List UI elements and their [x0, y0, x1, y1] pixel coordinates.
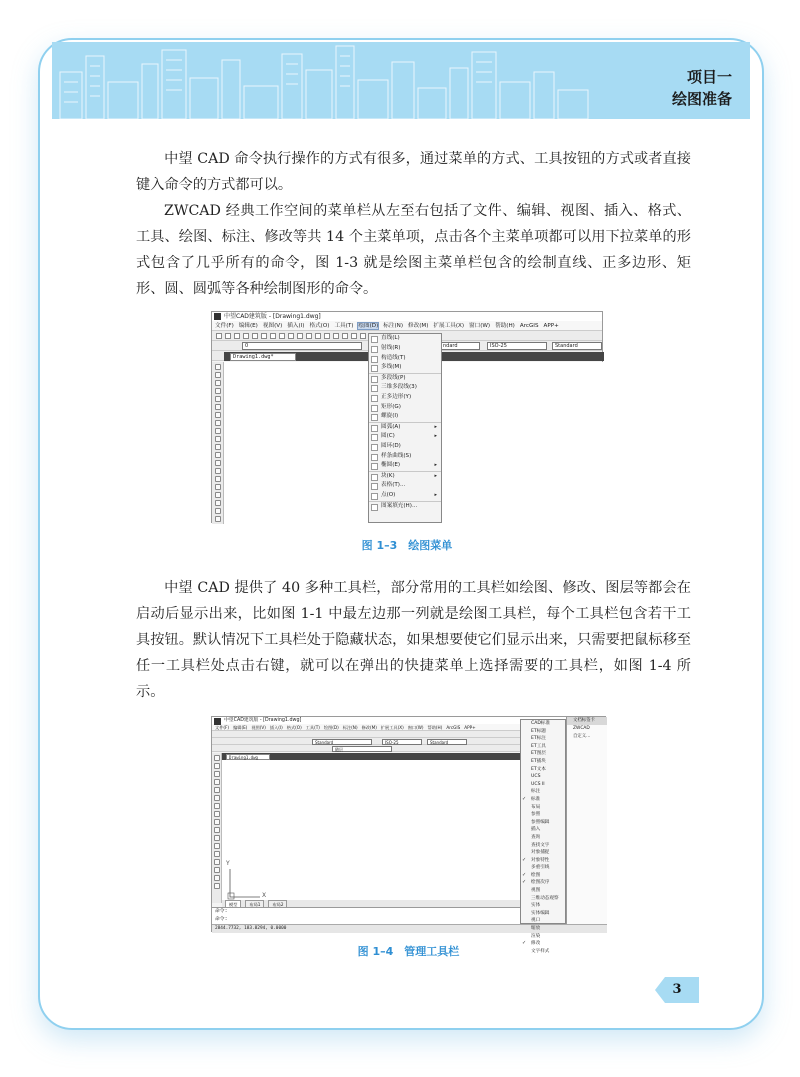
draw-menu-item-label: 正多边形(Y): [381, 393, 412, 400]
draw-menu-item-label: 块(K): [381, 473, 395, 480]
draw-menu-item[interactable]: [369, 432, 441, 442]
toolbar-button-icon[interactable]: [315, 333, 321, 339]
draw-tool-icon[interactable]: [215, 460, 221, 466]
toolbar-toggle-item[interactable]: 实体编辑: [531, 910, 550, 916]
panel-title: 文档标签卡: [567, 717, 607, 725]
toolbar-toggle-item[interactable]: ET工具: [531, 743, 546, 749]
toolbar-toggle-item[interactable]: 多重引线: [531, 865, 550, 871]
menu-item[interactable]: 绘图(D): [323, 725, 339, 730]
menu-item[interactable]: 编辑(E): [238, 323, 258, 329]
toolbar-toggle-item[interactable]: 标注: [531, 789, 541, 795]
menu-item[interactable]: 工具(T): [334, 323, 354, 329]
draw-dropdown-menu: [368, 333, 442, 523]
menu-item[interactable]: APP+: [464, 725, 476, 730]
draw-menu-item[interactable]: [369, 383, 441, 393]
toolbar-button-icon[interactable]: [360, 333, 366, 339]
toolbar-button-icon[interactable]: [279, 333, 285, 339]
figure-1-3-caption: 图 1–3 绘图菜单: [361, 539, 453, 552]
toolbar-button-icon[interactable]: [261, 333, 267, 339]
toolbar-toggle-item[interactable]: 文字样式: [531, 948, 550, 954]
toolbar-toggle-item[interactable]: 视口: [531, 918, 541, 924]
paragraph-3: 中望 CAD 提供了 40 多种工具栏，部分常用的工具栏如绘图、修改、图层等都会在启动后显示出来，比如图 1-1 中最左边那一列就是绘图工具栏，每个工具栏包含若干工具按钮。默认情况下工具栏处于隐藏状态，如果想要使它们显示出来，只需要把鼠标移至任一工具栏处点击右键，就可以在弹出的快捷菜单上选择需要的工具栏，如图 1-4 所示。: [136, 580, 691, 700]
toolbar-toggle-item[interactable]: 参照: [531, 812, 541, 818]
drawing-area[interactable]: [222, 760, 520, 900]
draw-menu-item-label: 构造线(T): [381, 354, 406, 361]
dim-style-dropdown[interactable]: ISO-25: [382, 739, 422, 745]
menu-item[interactable]: 视图(V): [262, 323, 283, 329]
submenu-arrow-icon: ▸: [434, 424, 437, 431]
toolbar-button-icon[interactable]: [342, 333, 348, 339]
draw-tool-icon[interactable]: [215, 388, 221, 394]
draw-menu-item-label: 多段线(P): [381, 375, 406, 382]
cad-title-bar: 中望CAD建筑版 - [Drawing1.dwg]: [212, 717, 605, 724]
ucs-y-label: Y: [226, 860, 230, 867]
toolbar-toggle-item[interactable]: 缩放: [531, 926, 541, 932]
toolbar-toggle-item[interactable]: ✓ 标准: [521, 796, 565, 804]
layout-tabs: [222, 900, 520, 907]
draw-menu-item[interactable]: [369, 373, 441, 383]
draw-tool-icon[interactable]: [214, 803, 220, 809]
layout-tab[interactable]: 布局2: [268, 900, 287, 909]
menu-item[interactable]: 扩展工具(X): [433, 323, 465, 329]
draw-tool-icon[interactable]: [215, 516, 221, 522]
draw-tool-icon[interactable]: [214, 851, 220, 857]
toolbar-toggle-item[interactable]: UCS: [531, 774, 541, 780]
menu-item[interactable]: 修改(M): [408, 323, 429, 329]
document-tab[interactable]: Drawing1.dwg: [226, 754, 270, 760]
draw-tool-icon[interactable]: [214, 763, 220, 769]
toolbar-toggle-item[interactable]: ET标注: [531, 736, 546, 742]
draw-tool-icon[interactable]: [215, 452, 221, 458]
ucs-x-label: X: [262, 892, 267, 899]
toolbar-toggle-item[interactable]: ✓ 绘图: [521, 872, 565, 880]
menu-item[interactable]: 帮助(H): [427, 725, 443, 730]
document-tab-panel: [566, 717, 607, 924]
figure-draw-menu-screenshot: [211, 311, 603, 523]
draw-tool-icon[interactable]: [214, 779, 220, 785]
layout-tab[interactable]: 模型: [225, 900, 241, 909]
draw-menu-item-label: 直线(L): [381, 335, 400, 341]
draw-tool-icon[interactable]: [215, 372, 221, 378]
toolbar-toggle-item[interactable]: 视图: [531, 888, 541, 894]
draw-tool-icon[interactable]: [214, 875, 220, 881]
cad-title-bar: 中望CAD建筑版 - [Drawing1.dwg]: [212, 312, 602, 321]
draw-tool-icon[interactable]: [214, 859, 220, 865]
toolbar-button-icon[interactable]: [324, 333, 330, 339]
command-line[interactable]: [212, 907, 520, 924]
toolbar-toggle-item[interactable]: ET文本: [531, 766, 546, 772]
draw-menu-item[interactable]: [369, 412, 441, 422]
toolbar-context-menu: [520, 719, 566, 954]
draw-tool-icon[interactable]: [215, 380, 221, 386]
figure-1-4-caption: 图 1–4 管理工具栏: [357, 945, 460, 958]
ucs-icon: [224, 867, 267, 901]
draw-menu-item[interactable]: [369, 471, 441, 481]
draw-menu-item-label: 多线(M): [381, 364, 402, 371]
draw-menu-item[interactable]: [369, 422, 441, 432]
menu-item[interactable]: 文件(F): [215, 323, 234, 329]
draw-menu-item-label: 矩形(G): [381, 403, 401, 410]
draw-tool-icon[interactable]: [214, 771, 220, 777]
draw-menu-item-label: 圆弧(A): [381, 424, 401, 431]
city-skyline-decoration: [52, 42, 612, 119]
draw-tool-icon[interactable]: [215, 428, 221, 434]
draw-menu-item[interactable]: [369, 393, 441, 403]
toolbar-toggle-item[interactable]: 插入: [531, 827, 541, 833]
draw-menu-item-label: 表格(T)...: [381, 481, 406, 488]
menu-item[interactable]: 文件(F): [215, 725, 230, 730]
toolbar-button-icon[interactable]: [297, 333, 303, 339]
menu-item[interactable]: 标注(N): [342, 725, 358, 730]
toolbar-toggle-item[interactable]: 查找文字: [531, 842, 550, 848]
submenu-arrow-icon: ▸: [434, 491, 437, 498]
paragraph-1: 中望 CAD 命令执行操作的方式有很多，通过菜单的方式、工具按钮的方式或者直接键入命令的方式都可以。: [136, 151, 691, 193]
draw-tool-icon[interactable]: [215, 364, 221, 370]
toolbar-toggle-item[interactable]: ✓ 对象特性: [521, 857, 565, 865]
draw-menu-item-label: 圆环(D): [381, 442, 401, 449]
toolbar-button-icon[interactable]: [243, 333, 249, 339]
page-number: 3: [655, 977, 699, 1003]
menu-item[interactable]: 插入(I): [287, 323, 305, 329]
draw-tool-icon[interactable]: [215, 404, 221, 410]
menu-item[interactable]: 工具(T): [305, 725, 320, 730]
toolbar-button-icon[interactable]: [252, 333, 258, 339]
draw-tool-icon[interactable]: [215, 492, 221, 498]
toolbar-toggle-item[interactable]: CAD标准: [531, 721, 551, 726]
draw-menu-item-label: 椭圆(E): [381, 462, 401, 469]
toolbar-toggle-item[interactable]: 对象捕捉: [531, 850, 550, 856]
draw-menu-item-label: 样条曲线(S): [381, 452, 412, 459]
menu-item[interactable]: 标注(N): [383, 323, 404, 329]
cad-menu-bar: [212, 321, 602, 331]
layer-dropdown[interactable]: 随层: [332, 746, 392, 752]
menu-item[interactable]: 修改(M): [361, 725, 377, 730]
coordinate-readout: 2844.7732, 183.8294, 0.0000: [215, 926, 287, 931]
menu-item[interactable]: 窗口(W): [407, 725, 424, 730]
draw-tool-icon[interactable]: [215, 500, 221, 506]
draw-tool-icon[interactable]: [215, 484, 221, 490]
draw-menu-item[interactable]: [369, 354, 441, 364]
command-line-text: 命令:: [215, 909, 228, 914]
submenu-arrow-icon: ▸: [434, 473, 437, 480]
menu-item[interactable]: 绘图(D): [358, 323, 379, 329]
toolbar-toggle-item[interactable]: 三维动态观察: [531, 895, 559, 901]
draw-menu-item-label: 三维多段线(3): [381, 383, 417, 390]
menu-item[interactable]: APP+: [543, 323, 559, 329]
menu-item[interactable]: ArcGIS: [519, 323, 539, 329]
draw-tool-icon[interactable]: [215, 420, 221, 426]
toolbar-button-icon[interactable]: [270, 333, 276, 339]
draw-toolbar-vertical: [212, 362, 224, 524]
draw-menu-item-label: 点(O): [381, 491, 396, 498]
menu-item[interactable]: 编辑(E): [233, 725, 248, 730]
draw-menu-item[interactable]: [369, 461, 441, 471]
draw-menu-item[interactable]: [369, 403, 441, 413]
draw-menu-item[interactable]: [369, 442, 441, 452]
dim-style-dropdown[interactable]: ISO-25: [487, 342, 547, 350]
draw-tool-icon[interactable]: [215, 468, 221, 474]
text-style-dropdown[interactable]: Standard: [312, 739, 372, 745]
layout-tab[interactable]: 布局1: [245, 900, 264, 909]
draw-tool-icon[interactable]: [215, 508, 221, 514]
menu-item[interactable]: 视图(V): [251, 725, 266, 730]
draw-tool-icon[interactable]: [214, 755, 220, 761]
draw-tool-icon[interactable]: [215, 396, 221, 402]
section-title: 绘图准备: [671, 90, 732, 108]
draw-tool-icon[interactable]: [214, 811, 220, 817]
draw-menu-item-label: 射线(R): [381, 344, 401, 351]
draw-tool-icon[interactable]: [215, 476, 221, 482]
command-line-text: 命令:: [215, 917, 228, 922]
toolbar-toggle-item[interactable]: ET插块: [531, 758, 546, 764]
layer-dropdown[interactable]: 0: [242, 342, 362, 350]
toolbar-button-icon[interactable]: [306, 333, 312, 339]
draw-menu-item-label: 图案填充(H)...: [381, 502, 418, 509]
menu-item[interactable]: 帮助(H): [495, 323, 515, 329]
toolbar-toggle-item[interactable]: 查询: [531, 834, 541, 840]
menu-item[interactable]: 格式(O): [286, 725, 302, 730]
draw-tool-icon[interactable]: [214, 883, 220, 889]
draw-menu-item-label: 圆(C): [381, 432, 395, 439]
draw-tool-icon[interactable]: [214, 795, 220, 801]
toolbar-toggle-item[interactable]: ✓ 修改: [521, 940, 565, 948]
toolbar-button-icon[interactable]: [225, 333, 231, 339]
draw-tool-icon[interactable]: [215, 436, 221, 442]
toolbar-toggle-item[interactable]: UCS II: [531, 781, 545, 787]
toolbar-button-icon[interactable]: [351, 333, 357, 339]
draw-menu-item[interactable]: [369, 344, 441, 354]
draw-menu-item[interactable]: [369, 334, 441, 344]
draw-tool-icon[interactable]: [214, 843, 220, 849]
menu-item[interactable]: 格式(O): [309, 323, 330, 329]
toolbar-toggle-item[interactable]: 渲染: [531, 933, 541, 939]
toolbar-toggle-item[interactable]: ET图层: [531, 751, 546, 757]
menu-item[interactable]: 扩展工具(X): [380, 725, 404, 730]
chapter-header: [52, 42, 750, 119]
table-style-dropdown[interactable]: Standard: [427, 739, 467, 745]
toolbar-button-icon[interactable]: [234, 333, 240, 339]
draw-tool-icon[interactable]: [214, 827, 220, 833]
project-label: 项目一: [686, 68, 732, 86]
draw-tool-icon[interactable]: [215, 444, 221, 450]
toolbar-toggle-item[interactable]: ET标题: [531, 728, 546, 734]
panel-item[interactable]: ZWCAD: [573, 726, 590, 731]
toolbar-toggle-item[interactable]: 布局: [531, 804, 541, 810]
table-style-dropdown[interactable]: Standard: [552, 342, 602, 350]
menu-item[interactable]: 窗口(W): [469, 323, 491, 329]
draw-toolbar-vertical: [212, 753, 222, 903]
draw-menu-item[interactable]: [369, 363, 441, 373]
panel-item[interactable]: 自定义...: [573, 734, 591, 739]
draw-tool-icon[interactable]: [214, 867, 220, 873]
toolbar-toggle-item[interactable]: 参照编辑: [531, 819, 550, 825]
draw-menu-item[interactable]: [369, 491, 441, 501]
draw-menu-item[interactable]: [369, 452, 441, 462]
toolbar-button-icon[interactable]: [288, 333, 294, 339]
document-tab[interactable]: Drawing1.dwg*: [230, 353, 296, 361]
draw-menu-item[interactable]: [369, 481, 441, 491]
draw-tool-icon[interactable]: [214, 835, 220, 841]
toolbar-button-icon[interactable]: [333, 333, 339, 339]
draw-menu-item-label: 螺旋(I): [381, 413, 399, 420]
toolbar-toggle-item[interactable]: 实体: [531, 903, 541, 909]
draw-tool-icon[interactable]: [214, 787, 220, 793]
submenu-arrow-icon: ▸: [434, 462, 437, 469]
paragraph-2: ZWCAD 经典工作空间的菜单栏从左至右包括了文件、编辑、视图、插入、格式、工具、绘图、标注、修改等共 14 个主菜单项，点击各个主菜单项都可以用下拉菜单的形式包含了几乎所有的命令，图 1-3 就是绘图主菜单栏包含的绘制直线、正多边形、矩形、圆、圆弧等各种绘制图形的命令。: [136, 203, 691, 297]
toolbar-button-icon[interactable]: [216, 333, 222, 339]
draw-tool-icon[interactable]: [214, 819, 220, 825]
submenu-arrow-icon: ▸: [434, 432, 437, 439]
menu-item[interactable]: 插入(I): [269, 725, 283, 730]
draw-tool-icon[interactable]: [215, 412, 221, 418]
draw-menu-item[interactable]: [369, 501, 441, 511]
text-style-dropdown[interactable]: ndard: [440, 342, 480, 350]
menu-item[interactable]: ArcGIS: [446, 725, 461, 730]
toolbar-toggle-item[interactable]: ✓ 绘图次序: [521, 879, 565, 887]
